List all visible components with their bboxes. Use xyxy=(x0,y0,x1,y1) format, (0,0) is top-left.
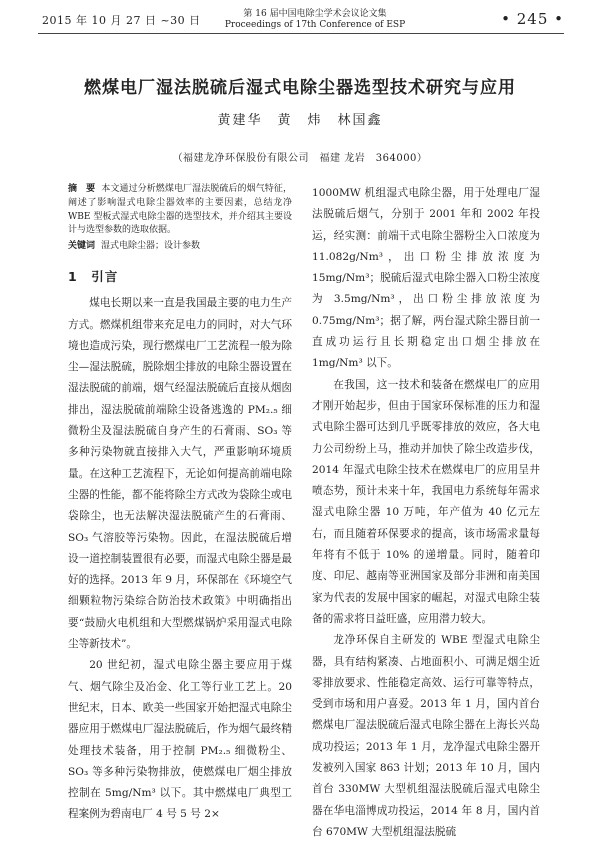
abstract-text: 本文通过分析燃煤电厂湿法脱硫后的烟气特征，阐述了影响湿式电除尘器效率的主要因素，总结龙净 WBE 型板式湿式电除尘器的选型技术，并介绍其主要设计与选型参数的选取依据。 xyxy=(68,184,292,236)
header-rule xyxy=(38,33,564,34)
proceedings-title xyxy=(220,9,410,31)
proceedings-title-cn: 第 16 届中国电除尘学术会议论文集 xyxy=(243,9,387,19)
page-number: • 245 • xyxy=(501,10,564,28)
paper-title: 燃煤电厂湿法脱硫后湿式电除尘器选型技术研究与应用 xyxy=(84,78,516,98)
paper-affiliation: （福建龙净环保股份有限公司 福建 龙岩 364000） xyxy=(172,153,428,164)
running-header xyxy=(0,0,600,36)
body-paragraph: 20 世纪初，湿式电除尘器主要应用于煤气、烟气除尘及冶金、化工等行业工艺上。20 世纪末，日本、欧美一些国家开始把湿式电除尘器应用于燃煤电厂湿法脱硫后，作为烟气最终精处理技术装备，用于控制 PM₂.₅ 细微粉尘、SO₃ 等多种污染物排放，使燃煤电厂烟尘排放控制在 5mg/Nm³ 以下。其中燃煤电厂典型工程案例为碧南电厂 4 号 5 号 2× xyxy=(68,659,292,821)
keywords-text: 湿式电除尘器；设计参数 xyxy=(101,241,201,252)
paper-authors: 黄建华 黄 炜 林国鑫 xyxy=(217,113,383,128)
abstract-label: 摘 要 xyxy=(68,184,96,194)
body-paragraph: 1000MW 机组湿式电除尘器，用于处理电厂湿法脱硫后烟气，分别于 2001 年和 2002 年投运，经实测：前端干式电除尘器粉尘入口浓度为 11.082g/Nm³，出口粉尘排放浓度为 15mg/Nm³；脱硫后湿式电除尘器入口粉尘浓度为 3.5mg/Nm³，出口粉尘排放浓度为 0.75mg/Nm³；据了解，两台湿式除尘器目前一直成功运行且长期稳定出口烟尘排放在 1mg/Nm³ 以下。 xyxy=(312,187,540,370)
proceedings-title-en: Proceedings of 17th Conference of ESP xyxy=(224,20,406,30)
section-heading: 1 引言 xyxy=(68,268,119,284)
conference-date: 2015 年 10 月 27 日 ~30 日 xyxy=(42,14,201,27)
body-paragraph: 在我国，这一技术和装备在燃煤电厂的应用才刚开始起步，但由于国家环保标准的压力和湿式电除尘器可达到几乎既零排放的效应，各大电力公司纷纷上马，推动并加快了除尘改造步伐，2014 年湿式电除尘技术在燃煤电厂的应用呈井喷态势，预计未来十年，我国电力系统每年需求湿式电除尘器 10 万吨，年产值为 40 亿元左右，而且随着环保要求的提高，该市场需求量每年将有不低于 10% 的递增量。同时，随着印度、印尼、越南等亚洲国家及部分非洲和南美国家为代表的发展中国家的崛起，对湿式电除尘装备的需求将日益旺盛，应用潜力较大。 xyxy=(312,378,540,625)
keywords xyxy=(68,240,292,254)
right-column xyxy=(312,183,540,843)
body-paragraph: 煤电长期以来一直是我国最主要的电力生产方式。燃煤机组带来充足电力的同时，对大气环境也造成污染，现行燃煤电厂工艺流程一般为除尘—湿法脱硫，脱除烟尘排放的电除尘器设置在湿法脱硫的前端，烟气经湿法脱硫后直接从烟囱排出，湿法脱硫前端除尘设备逃逸的 PM₂.₅ 细微粉尘及湿法脱硫自身产生的石膏雨、SO₃ 等多种污染物就直接排入大气，严重影响环境质量。在这种工艺流程下，无论如何提高前端电除尘器的性能，都不能将除尘方式改为袋除尘或电袋除尘，也无法解决湿法脱硫产生的石膏雨、SO₃ 气溶胶等污染物。因此，在湿法脱硫后增设一道控制装置很有必要，而湿式电除尘器是最好的选择。2013 年 9 月，环保部在《环境空气细颗粒物污染综合防治技术政策》中明确指出要“鼓励火电机组和大型燃煤锅炉采用湿式电除尘等新技术”。 xyxy=(68,297,292,651)
abstract xyxy=(68,183,292,254)
left-column xyxy=(68,183,292,826)
keywords-label: 关键词 xyxy=(68,241,96,252)
body-paragraph: 龙净环保自主研发的 WBE 型湿式电除尘器，具有结构紧凑、占地面积小、可满足烟尘近零排放要求、性能稳定高效、运行可靠等特点，受到市场和用户喜爱。2013 年 1 月，国内首台燃煤电厂湿法脱硫后湿式电除尘器在上海长兴岛成功投运；2013 年 1 月，龙净湿式电除尘器开发被列入国家 863 计划；2013 年 10 月，国内首台 330MW 大型机组湿法脱硫后湿式电除尘器在华电淄博成功投运，2014 年 8 月，国内首台 670MW 大型机组湿法脱硫 xyxy=(312,634,540,838)
